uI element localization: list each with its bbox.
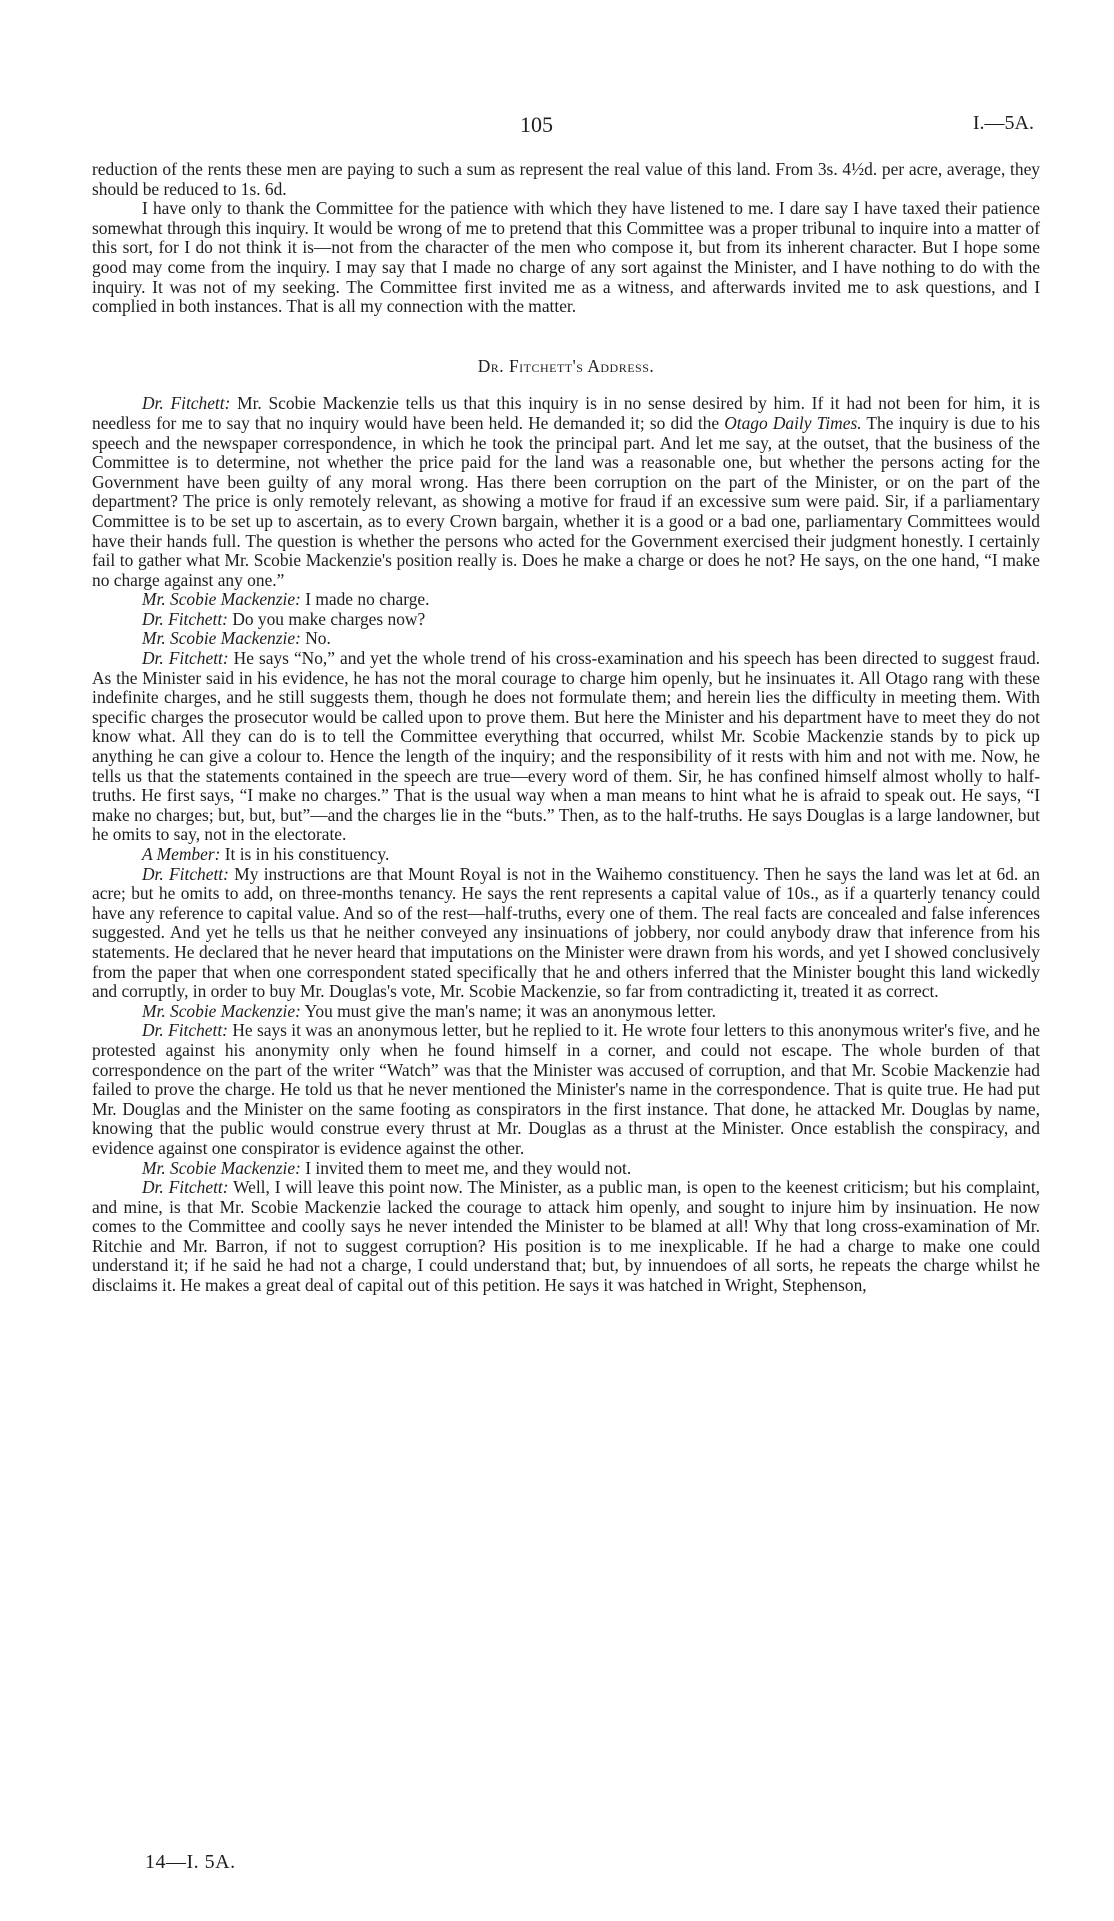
speech-text: No. (300, 628, 331, 649)
speech-text: It is in his constituency. (220, 844, 390, 864)
speech-text: Mr. Scobie Mackenzie tells us that this inquiry is in no sense desired by him. If it had not been for him, it is needless for me to say that no inquiry would have been held. He demanded it; so did the (92, 393, 1041, 433)
newspaper-title: Otago Daily Times. (724, 412, 862, 433)
speech-text: My instructions are that Mount Royal is not in the Waihemo constituency. Then he says the land was let at 6d. an acre; but he omits to add, on three-months tenancy. He says the rent represents a capital value of 10s., as if a quarterly tenancy could have any reference to capital value. And so of the rest—half-truths, every one of them. The real facts are concealed and false inferences suggested. And yet he tells us that he neither conveyed any insinuations of jobbery, nor could anybody draw that inference from his statements. He declared that he never heard that imputations on the Minister were drawn from his words, and yet I showed conclusively from the paper that when one correspondent stated specifically that he and others inferred that the Minister bought this land wickedly and corruptly, in order to buy Mr. Douglas's vote, Mr. Scobie Mackenzie, so far from contradicting it, treated it as correct. (92, 863, 1041, 1002)
dialogue-paragraph (92, 1002, 1040, 1022)
page-header (0, 112, 1114, 142)
speaker-name: Mr. Scobie Mackenzie: (142, 589, 301, 610)
speaker-name: Mr. Scobie Mackenzie: (142, 1157, 301, 1178)
page-number: 105 (520, 112, 553, 137)
speech-text: You must give the man's name; it was an anonymous letter. (300, 1000, 717, 1021)
speaker-name: Dr. Fitchett: (142, 1020, 228, 1041)
intro-paragraph: I have only to thank the Committee for the patience with which they have listened to me. I dare say I have taxed their patience somewhat through this inquiry. It would be wrong of me to pretend that this Committee was a proper tribunal to inquire into a matter of this sort, for I do not think it is—not from the character of the men who compose it, but from its inherent character. But I hope some good may come from the inquiry. I may say that I made no charge of any sort against the Minister, and I have nothing to do with the inquiry. It was not of my seeking. The Committee first invited me as a witness, and afterwards invited me to ask questions, and I complied in both instances. That is all my connection with the matter. (92, 198, 1040, 317)
dialogue-paragraph (92, 845, 1040, 865)
dialogue-paragraph (92, 1178, 1040, 1296)
speaker-name: Dr. Fitchett: (142, 648, 229, 669)
speech-text: I invited them to meet me, and they would not. (300, 1157, 632, 1178)
dialogue-paragraph (92, 865, 1040, 1002)
dialogue-paragraph (92, 590, 1040, 610)
document-body (92, 160, 1040, 1296)
speech-text: He says it was an anonymous letter, but he replied to it. He wrote four letters to this anonymous writer's five, and he protested against his anonymity only when he found himself in a corner, and could not escape. The whole burden of that correspondence on the part of the writer “Watch” was that the Minister was accused of corruption, and that Mr. Scobie Mackenzie had failed to prove the charge. He told us that he never mentioned the Minister's name in the correspondence. That is quite true. He had put Mr. Douglas and the Minister on the same footing as conspirators in the first instance. That done, he attacked Mr. Douglas by name, knowing that the public would construe every thrust at Mr. Douglas as a thrust at the Minister. Once establish the conspiracy, and evidence against one conspirator is evidence against the other. (92, 1020, 1041, 1158)
intro-paragraph: reduction of the rents these men are paying to such a sum as represent the real value of this land. From 3s. 4½d. per acre, average, they should be reduced to 1s. 6d. (92, 159, 1040, 199)
speech-text: He says “No,” and yet the whole trend of his cross-examination and his speech has been directed to suggest fraud. As the Minister said in his evidence, he has not the moral courage to charge him openly, but he insinuates it. All Otago rang with these indefinite charges, and he still suggests them, though he does not formulate them; and herein lies the difficulty in meeting them. With specific charges the prosecutor would be called upon to prove them. But here the Minister and his department have to meet they do not know what. All they can do is to tell the Committee everything that occurred, whilst Mr. Scobie Mackenzie stands by to pick up anything he can give a colour to. Hence the length of the inquiry; and the responsibility of it rests with him and not with me. Now, he tells us that the statements contained in the speech are true—every word of them. Sir, he has confined himself almost wholly to half-truths. He first says, “I make no charges.” That is the usual way when a man means to hint what he is afraid to speak out. He says, “I make no charges; but, but, but”—and the charges lie in the “buts.” Then, as to the half-truths. He says Douglas is a large landowner, but he omits to say, not in the electorate. (92, 648, 1041, 845)
speaker-name: Dr. Fitchett: (142, 1177, 229, 1198)
dialogue-paragraph (92, 649, 1040, 845)
speaker-name: A Member: (142, 844, 221, 864)
speaker-name: Dr. Fitchett: (142, 863, 229, 884)
speaker-name: Mr. Scobie Mackenzie: (142, 628, 301, 649)
speech-text: I made no charge. (300, 589, 430, 610)
speech-text: Well, I will leave this point now. The Minister, as a public man, is open to the keenest criticism; but his complaint, and mine, is that Mr. Scobie Mackenzie lacked the courage to attack him openly, and sought to injure him by insinuation. He now comes to the Committee and coolly says he never intended the Minister to be blamed at all! Why that long cross-examination of Mr. Ritchie and Mr. Barron, if not to suggest corruption? His position is to me inexplicable. If he had a charge to make one could understand it; if he said he had not a charge, I could understand that; but, by innuendoes of all sorts, he repeats the charge whilst he disclaims it. He makes a great deal of capital out of this petition. He says it was hatched in Wright, Stephenson, (92, 1177, 1041, 1296)
signature-mark: 14—I. 5A. (145, 1851, 236, 1873)
dialogue-paragraph (92, 610, 1040, 630)
series-reference: I.—5A. (972, 112, 1034, 134)
speech-text: Do you make charges now? (227, 608, 426, 629)
speaker-name: Mr. Scobie Mackenzie: (142, 1000, 301, 1021)
dialogue-paragraph (92, 629, 1040, 649)
dialogue-paragraph (92, 1021, 1040, 1158)
speaker-name: Dr. Fitchett: (142, 393, 231, 414)
section-title: Dr. Fitchett's Address. (477, 355, 655, 376)
dialogue-paragraph (92, 394, 1040, 590)
speaker-name: Dr. Fitchett: (142, 608, 228, 629)
dialogue-paragraph (92, 1159, 1040, 1179)
speech-text: The inquiry is due to his speech and the newspaper correspondence, in which he took the principal part. And let me say, at the outset, that the business of the Committee is to determine, not whether the price paid for the land was a reasonable one, but whether the persons acting for the Government have been guilty of any moral wrong. Has there been corruption on the part of the Minister, or on the part of the department? The price is only remotely relevant, as showing a motive for fraud if an excessive sum were paid. Sir, if a parliamentary Committee is to be set up to ascertain, as to every Crown bargain, whether it is a good or a bad one, parliamentary Committees would have their hands full. The question is whether the persons who acted for the Government exercised their judgment honestly. I certainly fail to gather what Mr. Scobie Mackenzie's position really is. Does he make a charge or does he not? He says, on the one hand, “I make no charge against any one.” (92, 412, 1040, 590)
